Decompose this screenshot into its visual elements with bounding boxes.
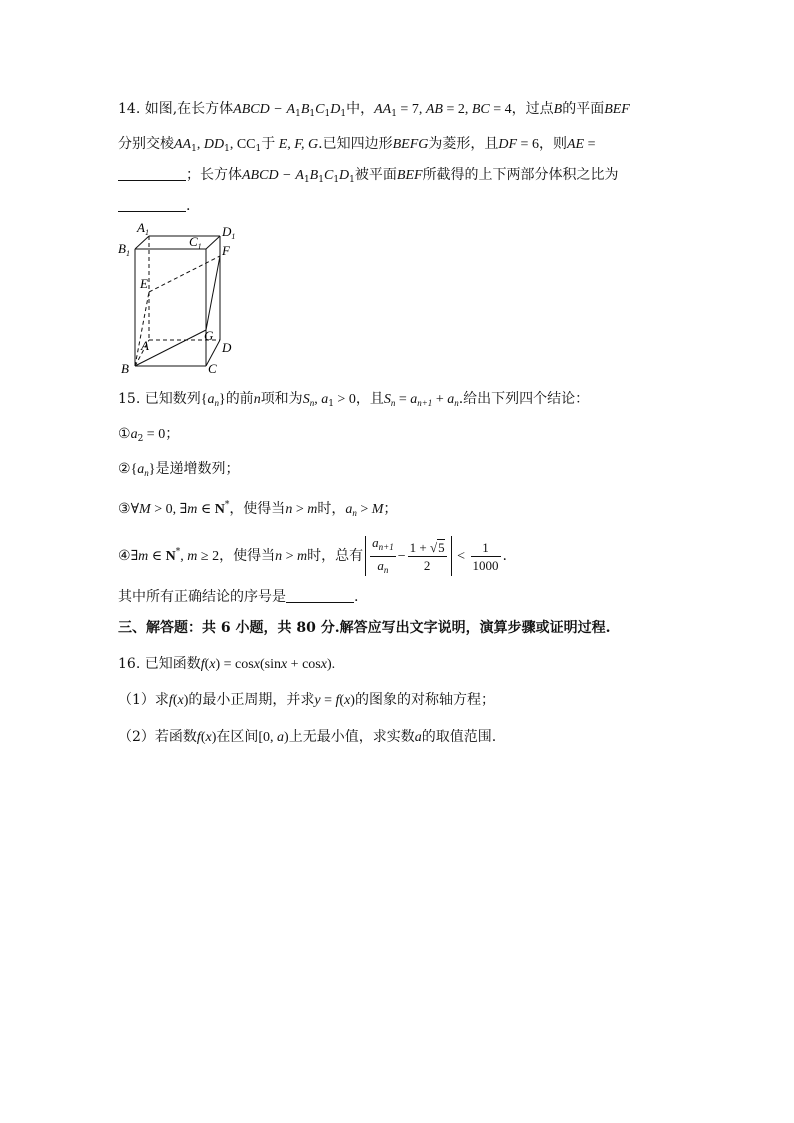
q15-text-4: ，且: [355, 391, 384, 407]
q15-ask: [118, 587, 358, 607]
c4-end: .: [502, 548, 507, 564]
q14-line-2: 分别交棱$AA_1$, $DD_1$, $CC_1$于 E, F, G.已知四边形BEFG为菱形，且DF = 6，则AE =: [118, 136, 596, 154]
q15-number: 15.: [118, 391, 141, 407]
label-D: D: [222, 340, 232, 355]
math-prism: ABCD: [233, 102, 270, 117]
section-3-heading: [118, 618, 610, 638]
q16-part-1-text-2: 的最小正周期，并求: [188, 692, 315, 708]
c1-end: ；: [165, 426, 180, 442]
q16-part-1-text-1: 求: [154, 692, 169, 708]
c1-mark: ①: [118, 426, 131, 442]
q14-text-2: 中，: [346, 101, 375, 117]
q16-text-1: 已知函数: [144, 656, 201, 672]
q16-part-2-mark: （2）: [118, 729, 155, 745]
label-B1: $B_1$: [118, 241, 130, 258]
c2-mark: ②: [118, 461, 131, 477]
q16-part-2-text-3: 上无最小值，求实数: [288, 729, 415, 745]
q14-text-3: ，过点: [511, 101, 554, 117]
prism-figure: [114, 222, 254, 378]
q14-text-10: ；长方体: [186, 167, 242, 183]
q14-text-11: 被平面: [354, 167, 397, 183]
q16-part-1-text-3: 的图象的对称轴方程；: [354, 692, 495, 708]
label-E: E: [140, 276, 148, 291]
q15-conclusion-2: $②\{a_n\}$是递增数列；: [118, 461, 240, 478]
q14-text-8: 为菱形，且: [428, 136, 499, 152]
q14-line-4: [118, 196, 190, 216]
c4-text-2: 时，总有: [307, 548, 364, 564]
q15-conclusion-4: ④∃m ∈ N*, m ≥ 2，使得当n > m时，总有 $\frac{a_{n+1}}{a_n}$ − $\frac{1 + √5}{2}$ < $\frac{1}{1000}$ .: [118, 534, 507, 575]
c3-text-2: 时，: [317, 501, 346, 517]
q14-text-12: 所截得的上下两部分体积之比为: [422, 167, 619, 183]
q14-text-9: ，则: [538, 136, 567, 152]
math-given: AA: [374, 102, 392, 117]
q15-conclusion-1: $①a_2 = 0$；: [118, 426, 180, 444]
label-F: F: [222, 243, 230, 258]
c3-end: ；: [383, 501, 398, 517]
q15-conclusion-3: ③∀M > 0, ∃m ∈ N*，使得当n > m时，$a_n > M$；: [118, 500, 398, 518]
c3-text-1: ，使得当: [229, 501, 286, 517]
q14-text-13: .: [186, 198, 191, 214]
q14-line-1: 14. 如图,在长方体ABCD − $A_1B_1C_1D_1$中，$AA_1 = 7$, AB = 2, BC = 4，过点B的平面BEF: [118, 101, 630, 119]
answer-blank-3: [286, 588, 354, 603]
prism-diagram: [114, 222, 254, 374]
section-3-heading-text: 三、解答题：共 6 小题，共 80 分.解答应写出文字说明，演算步骤或证明过程.: [118, 620, 611, 636]
q15-text-5: .给出下列四个结论：: [458, 391, 590, 407]
q14-text-7: .已知四边形: [318, 136, 393, 152]
q14-line-3: ；长方体ABCD − $A_1B_1C_1D_1$被平面BEF所截得的上下两部分体积之比为: [118, 165, 619, 190]
q15-ask-end: .: [354, 589, 359, 605]
label-A1: $A_1$: [137, 222, 149, 237]
q15-ask-text: 其中所有正确结论的序号是: [118, 589, 286, 605]
q14-text-6: 于: [261, 136, 276, 152]
c2-text: 是递增数列；: [155, 461, 240, 477]
c3-mark: ③: [118, 501, 131, 517]
label-C: C: [208, 361, 217, 374]
q14-text-4: 的平面: [562, 101, 605, 117]
label-D1: $D_1$: [222, 224, 236, 241]
c4-mark: ④: [118, 548, 131, 564]
label-G: G: [204, 328, 214, 343]
q16-part-1: （1）求f(x)的最小正周期，并求y = f(x)的图象的对称轴方程；: [118, 692, 495, 708]
q14-text-1: 如图,在长方体: [144, 101, 234, 117]
q16-part-2: （2）若函数f(x)在区间[0, a)上无最小值，求实数a的取值范围.: [118, 729, 497, 745]
q15-text-3: 项和为: [260, 391, 303, 407]
q14-number: 14.: [118, 101, 141, 117]
label-C1: $C_1$: [189, 234, 202, 251]
q16-part-2-text-2: 在区间: [216, 729, 259, 745]
label-B: B: [121, 361, 129, 374]
q16-number: 16.: [118, 656, 141, 672]
c4-text-1: ，使得当: [219, 548, 276, 564]
q15-line-1: 15. 已知数列$\{a_n\}$的前n项和为$S_n$, $a_1 > 0$，且$S_n = a_{n+1} + a_n$.给出下列四个结论：: [118, 391, 590, 409]
q16-part-2-text-4: 的取值范围.: [421, 729, 497, 745]
answer-blank-1: [118, 166, 186, 181]
answer-blank-2: [118, 197, 186, 212]
q15-text-2: 的前: [225, 391, 254, 407]
label-A: A: [141, 338, 149, 353]
q16-part-2-text-1: 若函数: [154, 729, 197, 745]
q16-line-1: 16. 已知函数f(x) = cosx(sinx + cosx).: [118, 656, 336, 672]
q14-text-5: 分别交棱: [118, 136, 174, 152]
q16-part-1-mark: （1）: [118, 692, 155, 708]
q15-text-1: 已知数列: [144, 391, 201, 407]
